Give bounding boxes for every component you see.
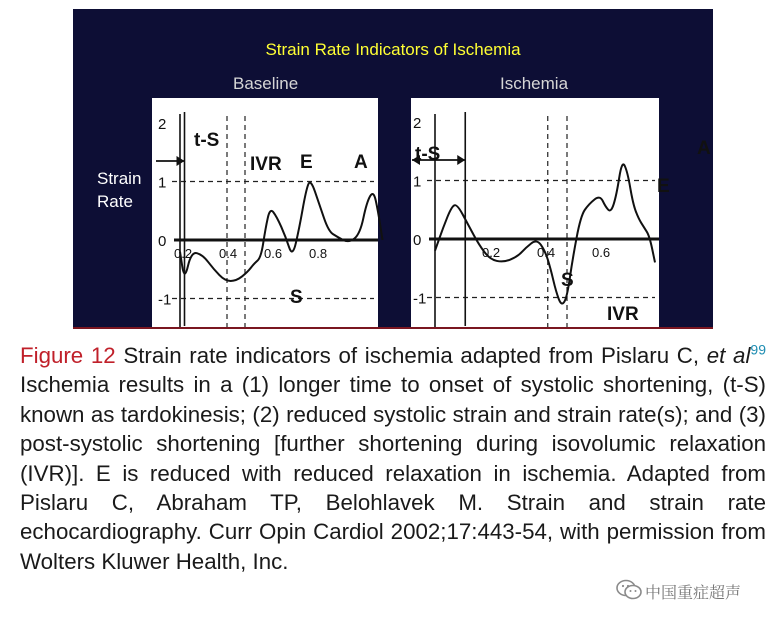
y-tick-label: 2 <box>413 115 422 132</box>
caption-text-part1: Strain rate indicators of ischemia adapted from Pislaru C, <box>115 343 707 368</box>
x-tick-label: 0.8 <box>309 246 328 261</box>
y-tick-label: 0 <box>413 232 422 249</box>
figure-caption <box>20 341 766 576</box>
x-tick-label: 0.2 <box>482 245 501 260</box>
caption-reference[interactable]: 99 <box>750 341 766 358</box>
ischemia-plot <box>411 98 711 332</box>
annotation-s: S <box>290 287 303 308</box>
y-tick-label: -1 <box>158 291 172 309</box>
y-tick-label: 1 <box>413 173 422 191</box>
ischemia-chart-svg <box>411 98 711 332</box>
x-tick-label: 0.4 <box>537 245 556 260</box>
figure-title: Strain Rate Indicators of Ischemia <box>265 40 521 59</box>
x-tick-label: 0.6 <box>592 245 611 260</box>
annotation-a: A <box>697 138 711 159</box>
x-tick-label: 0.6 <box>264 246 283 261</box>
caption-figure-label: Figure 12 <box>20 343 116 368</box>
annotation-s: S <box>561 270 574 291</box>
y-axis-label <box>97 167 141 213</box>
figure-panel <box>73 9 713 329</box>
annotation-ivr: IVR <box>250 154 282 175</box>
y-tick-label: 2 <box>158 116 167 133</box>
ts-arrow-head <box>457 155 465 165</box>
y-tick-label: 1 <box>158 174 167 192</box>
ischemia-subtitle: Ischemia <box>500 74 569 93</box>
caption-etal: et al <box>706 343 751 368</box>
annotation-ts: t-S <box>194 130 220 151</box>
watermark-text: 中国重症超声 <box>645 585 742 602</box>
y-axis-label-line1: Strain <box>97 169 142 188</box>
baseline-plot <box>152 98 378 332</box>
watermark <box>615 578 780 602</box>
annotation-e: E <box>657 176 670 197</box>
x-tick-label: 0.2 <box>174 246 193 261</box>
y-tick-label: -1 <box>413 290 427 308</box>
y-axis-label-line2: Rate <box>97 192 133 211</box>
annotation-ts: t-S <box>415 144 441 165</box>
annotation-a: A <box>354 152 368 173</box>
strain-rate-curve <box>435 164 655 303</box>
panel-border <box>73 327 713 329</box>
y-tick-label: 0 <box>158 233 167 250</box>
baseline-subtitle: Baseline <box>233 74 299 93</box>
annotation-ivr: IVR <box>607 304 639 325</box>
strain-rate-curve <box>180 183 383 281</box>
annotation-e: E <box>300 152 313 173</box>
baseline-chart-svg <box>152 98 378 332</box>
caption-text-part2: Ischemia results in a (1) longer time to onset of systolic shortening, (t-S) known as tardokinesis; (2) reduced systolic strain and strain rate(s); and (3) post-systolic shortening [further shortening during isovolumic relaxation (IVR)]. E is reduced with reduced relaxation in ischemia. Adapted from Pislaru C, Abraham TP, Belohlavek M. Strain and strain rate echocardiography. Curr Opin Cardiol 2002;17:443-54, with permission from Wolters Kluwer Health, Inc. <box>20 372 766 574</box>
x-tick-label: 0.4 <box>219 246 238 261</box>
wechat-icon <box>615 578 643 602</box>
